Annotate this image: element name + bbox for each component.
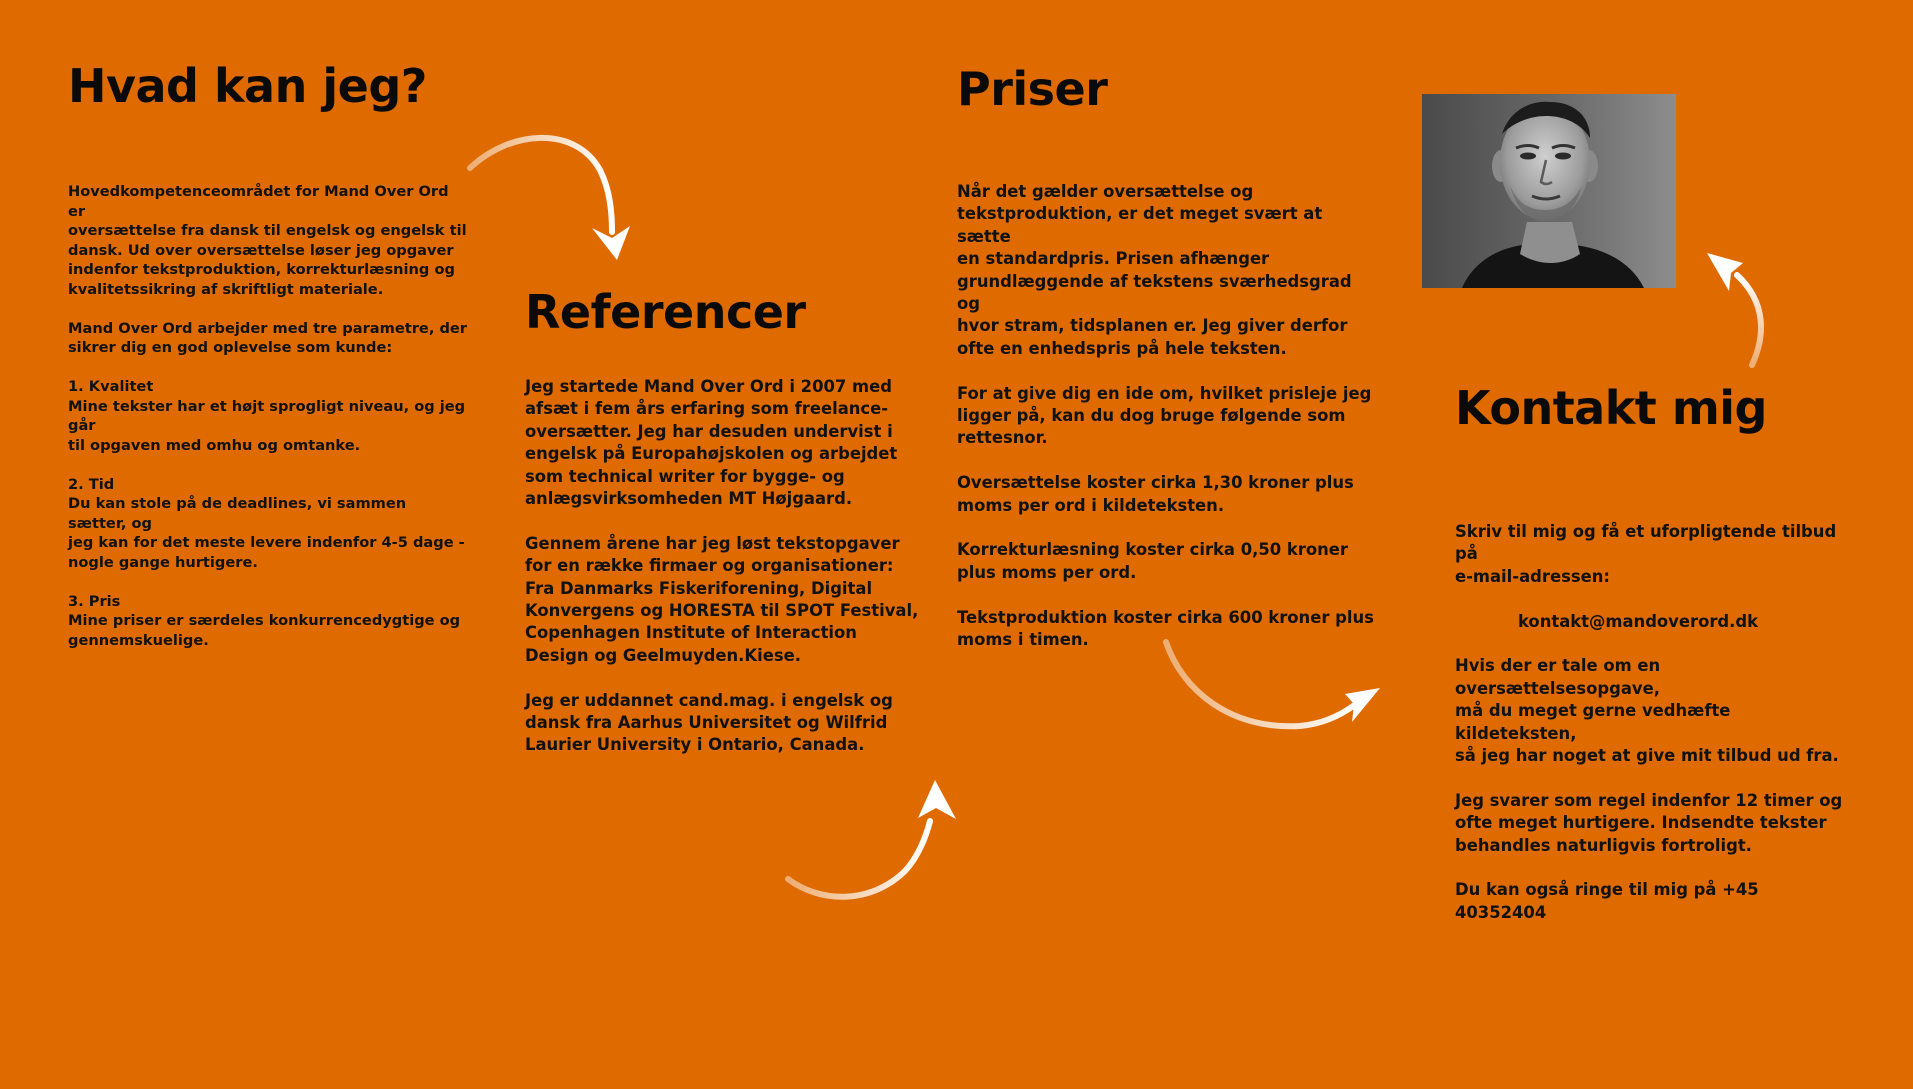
heading-priser: Priser <box>957 62 1108 116</box>
email-link[interactable]: kontakt@mandoverord.dk <box>1517 611 1759 631</box>
section-priser <box>957 61 1377 651</box>
priser-paragraph: Når det gælder oversættelse og tekstproduktion, er det meget svært at sætte en standardpris. Prisen afhænger grundlæggende af tekstens sværhedsgrad og hvor stram, tidsplanen er. Jeg giver derfor ofte en enhedspris på hele teksten. <box>957 182 1352 358</box>
parameter-price-title: 3. Pris <box>68 592 121 610</box>
section-referencer <box>525 284 925 757</box>
section-kontakt <box>1455 380 1855 924</box>
kontakt-paragraph: Jeg svarer som regel indenfor 12 timer og ofte meget hurtigere. Indsendte tekster behandles naturligvis fortroligt. <box>1455 790 1843 855</box>
hvad-parameters-text: Mand Over Ord arbejder med tre parametre, der sikrer dig en god oplevelse som kunde: <box>68 319 467 356</box>
referencer-paragraph: Jeg er uddannet cand.mag. i engelsk og dansk fra Aarhus Universitet og Wilfrid Laurier University i Ontario, Canada. <box>525 690 893 755</box>
referencer-paragraph: Gennem årene har jeg løst tekstopgaver for en række firmaer og organisationer: Fra Danmarks Fiskeriforening, Digital Konvergens og HORESTA til SPOT Festival, Copenhagen Institute of Interaction Design og Geelmuyden.Kiese. <box>525 533 919 665</box>
parameter-quality-title: 1. Kvalitet <box>68 378 154 395</box>
curved-arrow-icon <box>1695 245 1775 375</box>
parameter-time-text: Du kan stole på de deadlines, vi sammen sætter, og jeg kan for det meste levere indenfor 4-5 dage - nogle gange hurtigere. <box>68 495 465 571</box>
priser-paragraph: For at give dig en ide om, hvilket prisleje jeg ligger på, kan du dog bruge følgende som rettesnor. <box>957 383 1372 448</box>
parameter-quality-text: Mine tekster har et højt sprogligt niveau, og jeg går til opgaven med omhu og omtanke. <box>68 397 466 454</box>
kontakt-intro-text: Skriv til mig og få et uforpligtende tilbud på e-mail-adressen: <box>1455 522 1837 586</box>
portrait-illustration <box>1422 94 1676 288</box>
heading-hvad-kan-jeg: Hvad kan jeg? <box>68 59 427 113</box>
priser-paragraph: Korrekturlæsning koster cirka 0,50 kroner plus moms per ord. <box>957 540 1348 582</box>
curved-arrow-icon <box>780 775 980 915</box>
hvad-intro-text: Hovedkompetenceområdet for Mand Over Ord er oversættelse fra dansk til engelsk og engelsk til dansk. Ud over oversættelse løser jeg opgaver indenfor tekstproduktion, korrekturlæsning og kvalitetssikring af skriftligt materiale. <box>68 183 467 298</box>
referencer-paragraph: Jeg startede Mand Over Ord i 2007 med afsæt i fem års erfaring som freelance- oversætter. Jeg har desuden undervist i engelsk på Europahøjskolen og arbejdet som technical writer for bygge- og anlægsvirksomheden MT Højgaard. <box>525 377 898 509</box>
kontakt-paragraph: Hvis der er tale om en oversættelsesopgave, må du meget gerne vedhæfte kildeteksten, så jeg har noget at give mit tilbud ud fra. <box>1455 656 1839 766</box>
parameter-time-title: 2. Tid <box>68 475 115 493</box>
phone-text: Du kan også ringe til mig på +45 40352404 <box>1455 880 1759 922</box>
parameter-price-text: Mine priser er særdeles konkurrencedygtige og gennemskuelige. <box>68 612 461 649</box>
heading-referencer: Referencer <box>525 285 806 339</box>
priser-paragraph: Oversættelse koster cirka 1,30 kroner plus moms per ord i kildeteksten. <box>957 473 1354 515</box>
curved-arrow-icon <box>460 130 650 270</box>
priser-paragraph: Tekstproduktion koster cirka 600 kroner plus moms i timen. <box>957 607 1374 650</box>
heading-kontakt: Kontakt mig <box>1455 381 1767 435</box>
portrait-photo <box>1422 94 1676 288</box>
section-hvad-kan-jeg <box>68 58 468 650</box>
curved-arrow-icon <box>1160 630 1390 740</box>
